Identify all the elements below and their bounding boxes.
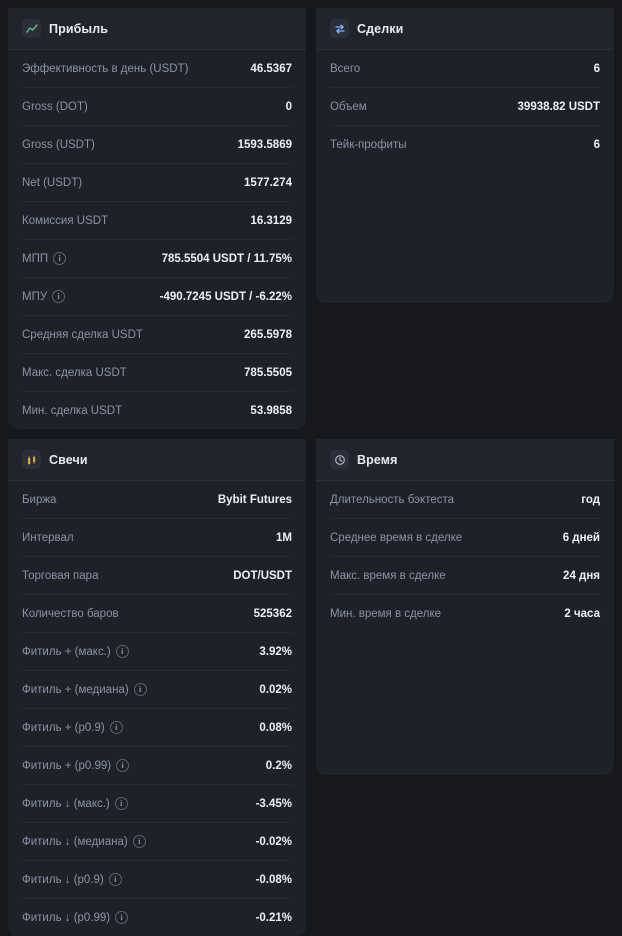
row-label: Количество баров [22,607,119,620]
row-value: 39938.82 USDT [517,100,600,113]
row-value: -3.45% [255,797,292,810]
card-time-title: Время [357,452,398,467]
swap-arrows-icon [330,19,349,38]
row-value: DOT/USDT [233,569,292,582]
row-value: год [581,493,600,506]
table-row [22,595,292,633]
card-profit-body [8,50,306,429]
table-row [330,481,600,519]
row-label: Фитиль + (макс.) i [22,645,129,658]
info-icon[interactable]: i [116,645,129,658]
info-icon[interactable]: i [53,252,66,265]
row-label: Макс. сделка USDT [22,366,127,379]
card-candles-body [8,481,306,936]
row-value: -0.21% [255,911,292,924]
table-row [22,519,292,557]
info-icon[interactable]: i [52,290,65,303]
row-label: Фитиль + (p0.99) i [22,759,129,772]
row-label: Фитиль ↓ (p0.99) i [22,911,128,924]
table-row [22,481,292,519]
table-row [22,392,292,429]
card-profit-title: Прибыль [49,21,109,36]
table-row [22,164,292,202]
card-profit-header [8,8,306,50]
card-candles [8,439,306,936]
table-row [22,899,292,936]
card-candles-title: Свечи [49,452,88,467]
info-icon[interactable]: i [109,873,122,886]
row-label: Мин. время в сделке [330,607,442,620]
row-value: 53.9858 [250,404,292,417]
row-value: 6 [593,138,600,151]
row-value: 1593.5869 [237,138,292,151]
row-value: 24 дня [563,569,600,582]
clock-icon [330,450,349,469]
info-icon[interactable]: i [116,759,129,772]
row-value: 525362 [253,607,292,620]
row-label: Тейк-профиты [330,138,407,151]
table-row [22,202,292,240]
table-row [330,126,600,163]
info-icon[interactable]: i [133,835,146,848]
row-label: Биржа [22,493,57,506]
row-value: 46.5367 [250,62,292,75]
card-deals-title: Сделки [357,21,404,36]
row-label: Всего [330,62,361,75]
row-label: МПП i [22,252,66,265]
card-time-body [316,481,614,632]
info-icon[interactable]: i [115,797,128,810]
info-icon[interactable]: i [115,911,128,924]
table-row [22,671,292,709]
row-label: Фитиль ↓ (медиана) i [22,835,146,848]
row-value: -0.02% [255,835,292,848]
table-row [22,354,292,392]
row-value: 2 часа [564,607,600,620]
row-value: 0 [285,100,292,113]
row-value: 3.92% [259,645,292,658]
row-label: Net (USDT) [22,176,83,189]
card-profit [8,8,306,429]
table-row [330,519,600,557]
table-row [330,88,600,126]
table-row [330,595,600,632]
row-label: Интервал [22,531,74,544]
table-row [22,823,292,861]
card-deals-body [316,50,614,163]
row-value: 785.5505 [244,366,292,379]
row-label: Среднее время в сделке [330,531,463,544]
table-row [22,747,292,785]
row-label: Комиссия USDT [22,214,109,227]
row-value: 0.02% [259,683,292,696]
row-label: Торговая пара [22,569,99,582]
table-row [22,278,292,316]
row-value: -0.08% [255,873,292,886]
row-label: Фитиль ↓ (макс.) i [22,797,128,810]
table-row [330,557,600,595]
table-row [22,785,292,823]
table-row [330,50,600,88]
row-label: Мин. сделка USDT [22,404,123,417]
row-label: Gross (USDT) [22,138,95,151]
info-icon[interactable]: i [134,683,147,696]
card-deals [316,8,614,303]
row-label: Фитиль + (медиана) i [22,683,147,696]
row-label: Объем [330,100,367,113]
row-value: 16.3129 [250,214,292,227]
row-label: Фитиль ↓ (p0.9) i [22,873,122,886]
info-icon[interactable]: i [110,721,123,734]
row-value: -490.7245 USDT / -6.22% [159,290,292,303]
card-time [316,439,614,775]
row-value: 785.5504 USDT / 11.75% [161,252,292,265]
table-row [22,240,292,278]
table-row [22,88,292,126]
row-value: Bybit Futures [217,493,292,506]
row-label: Макс. время в сделке [330,569,446,582]
table-row [22,50,292,88]
table-row [22,709,292,747]
card-time-header [316,439,614,481]
row-label: Эффективность в день (USDT) [22,62,189,75]
row-value: 1M [276,531,292,544]
table-row [22,126,292,164]
table-row [22,633,292,671]
table-row [22,316,292,354]
row-label: Длительность бэктеста [330,493,455,506]
card-candles-header [8,439,306,481]
line-chart-icon [22,19,41,38]
row-value: 6 [593,62,600,75]
table-row [22,861,292,899]
row-value: 0.2% [265,759,292,772]
row-value: 265.5978 [244,328,292,341]
row-label: Фитиль + (p0.9) i [22,721,123,734]
row-value: 6 дней [562,531,600,544]
table-row [22,557,292,595]
bar-chart-icon [22,450,41,469]
row-label: Gross (DOT) [22,100,88,113]
card-deals-header [316,8,614,50]
row-value: 0.08% [259,721,292,734]
row-label: Средняя сделка USDT [22,328,143,341]
row-label: МПУ i [22,290,65,303]
row-value: 1577.274 [244,176,292,189]
